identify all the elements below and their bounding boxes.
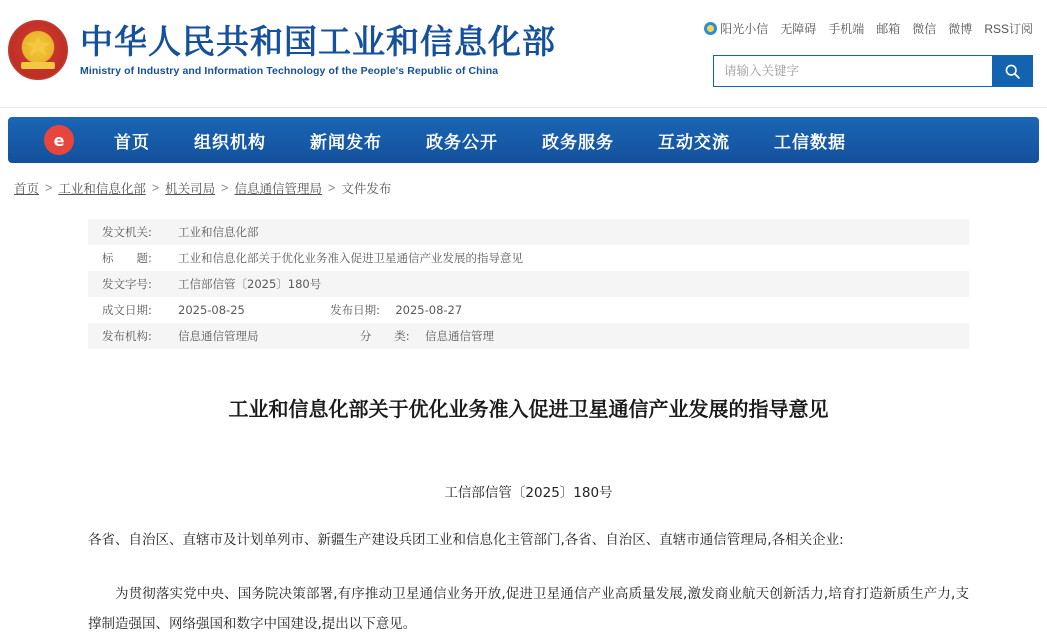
breadcrumb-separator: > <box>151 181 160 195</box>
meta-value-category: 信息通信管理 <box>425 329 494 343</box>
meta-row-docnumber <box>88 271 969 297</box>
nav-item-home[interactable]: 首页 <box>114 132 150 153</box>
document-paragraph-1: 为贯彻落实党中央、国务院决策部署,有序推动卫星通信业务开放,促进卫星通信产业高质量发展,激发商业航天创新活力,培育打造新质生产力,支撑制造强国、网络强国和数字中国建设,提出以下意见。 <box>88 586 969 632</box>
ministry-name-block <box>80 21 556 79</box>
search-icon <box>1004 63 1021 80</box>
util-link-sunshine-label: 阳光小信 <box>720 22 769 36</box>
meta-value-publish-date: 2025-08-27 <box>395 303 463 317</box>
site-logo[interactable] <box>8 20 556 80</box>
sun-icon <box>704 22 717 35</box>
meta-label-issuer: 发文机关: <box>102 225 152 239</box>
util-link-rss[interactable]: RSS订阅 <box>984 22 1033 36</box>
breadcrumb-item-home[interactable]: 首页 <box>14 182 40 196</box>
national-emblem-icon <box>8 20 68 80</box>
search-button[interactable] <box>992 56 1032 86</box>
util-link-wechat[interactable]: 微信 <box>912 22 937 36</box>
meta-label-draft-date: 成文日期: <box>102 303 152 317</box>
nav-item-news[interactable]: 新闻发布 <box>310 132 382 153</box>
meta-label-category: 分 类: <box>359 329 410 343</box>
meta-row-issuer <box>88 219 969 245</box>
nav-item-interaction[interactable]: 互动交流 <box>658 132 730 153</box>
meta-value-publisher: 信息通信管理局 <box>178 329 259 343</box>
breadcrumb <box>14 179 1047 197</box>
breadcrumb-item-ministry[interactable]: 工业和信息化部 <box>58 182 146 196</box>
site-header <box>0 0 1047 108</box>
search-box <box>713 55 1033 87</box>
utility-links <box>692 20 1033 37</box>
document-container <box>88 219 969 639</box>
document-number: 工信部信管〔2025〕180号 <box>444 485 613 501</box>
breadcrumb-item-departments[interactable]: 机关司局 <box>165 182 216 196</box>
util-link-mail[interactable]: 邮箱 <box>876 22 901 36</box>
nav-item-government-service[interactable]: 政务服务 <box>542 132 614 153</box>
nav-item-government-disclosure[interactable]: 政务公开 <box>426 132 498 153</box>
breadcrumb-separator: > <box>45 181 53 195</box>
meta-value-draft-date: 2025-08-25 <box>178 303 245 317</box>
meta-label-publish-date: 发布日期: <box>330 303 381 317</box>
breadcrumb-separator: > <box>221 181 229 195</box>
meta-row-org <box>88 323 969 349</box>
meta-value-title: 工业和信息化部关于优化业务准入促进卫星通信产业发展的指导意见 <box>178 251 523 265</box>
main-navigation <box>8 117 1039 163</box>
meta-label-docnumber: 发文字号: <box>102 277 152 291</box>
meta-row-dates <box>88 297 969 323</box>
meta-value-docnumber: 工信部信管〔2025〕180号 <box>178 277 322 291</box>
breadcrumb-item-current: 文件发布 <box>341 182 392 196</box>
document-meta-table <box>88 219 969 349</box>
meta-value-issuer: 工业和信息化部 <box>178 225 259 239</box>
ministry-name-en: Ministry of Industry and Information Technology of the People's Republic of China <box>80 65 499 77</box>
search-input[interactable] <box>714 56 992 86</box>
breadcrumb-separator: > <box>328 181 336 195</box>
meta-label-publisher: 发布机构: <box>102 329 152 343</box>
home-logo-icon[interactable]: e <box>44 125 74 155</box>
util-link-sunshine[interactable] <box>704 20 768 37</box>
util-link-accessibility[interactable]: 无障碍 <box>780 22 817 36</box>
util-link-mobile[interactable]: 手机端 <box>828 22 865 36</box>
nav-item-organization[interactable]: 组织机构 <box>194 132 266 153</box>
meta-value-dates <box>164 297 969 323</box>
meta-value-org <box>164 323 969 349</box>
meta-label-title: 标 题: <box>102 251 152 265</box>
document-recipients: 各省、自治区、直辖市及计划单列市、新疆生产建设兵团工业和信息化主管部门,各省、自治区、直辖市通信管理局,各相关企业: <box>88 532 844 548</box>
ministry-name-cn: 中华人民共和国工业和信息化部 <box>80 22 556 61</box>
meta-row-title <box>88 245 969 271</box>
document-title: 工业和信息化部关于优化业务准入促进卫星通信产业发展的指导意见 <box>228 397 829 421</box>
util-link-weibo[interactable]: 微博 <box>948 22 973 36</box>
breadcrumb-item-bureau[interactable]: 信息通信管理局 <box>234 182 322 196</box>
nav-item-data[interactable]: 工信数据 <box>774 132 846 153</box>
